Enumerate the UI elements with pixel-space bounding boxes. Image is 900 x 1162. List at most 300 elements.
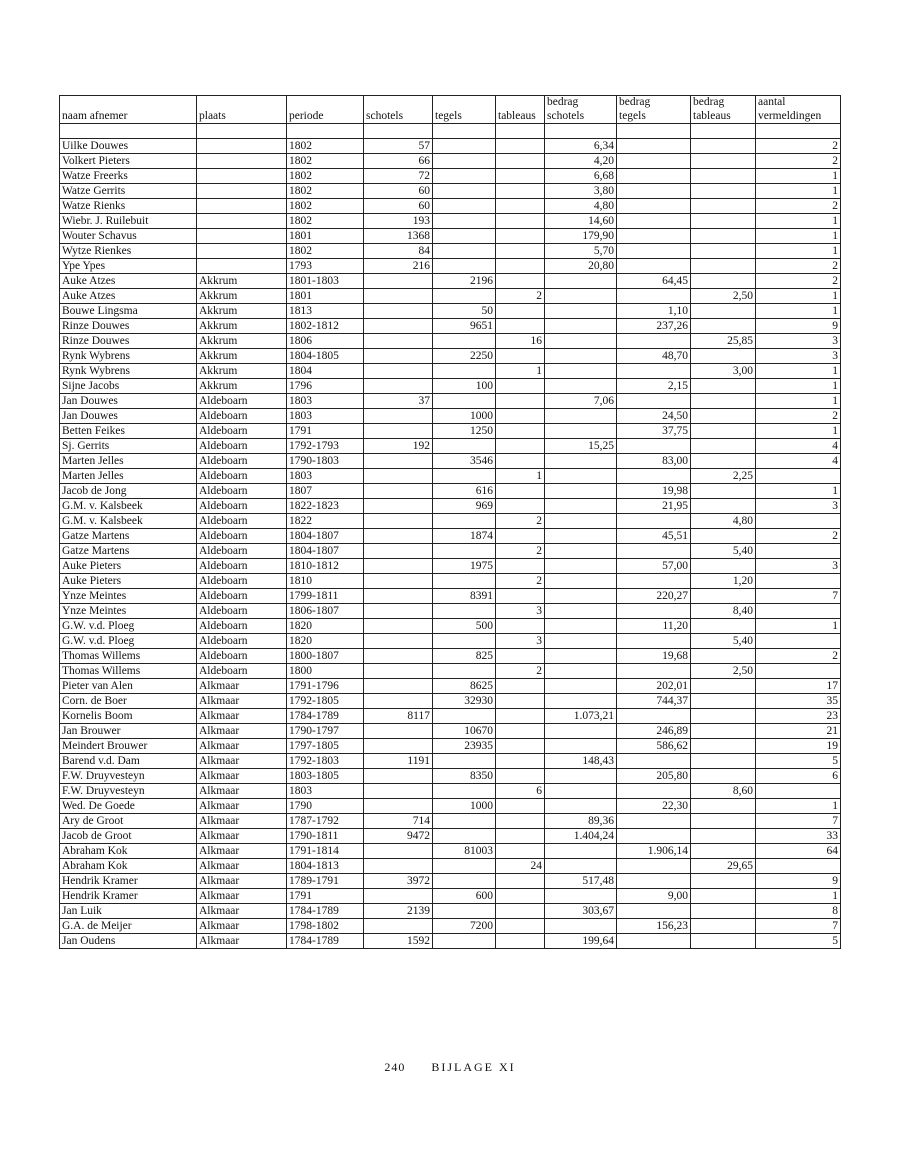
table-body (60, 124, 841, 949)
cell-mentions: 1 (756, 214, 841, 229)
data-table-container (59, 95, 840, 949)
cell-place: Akkrum (197, 319, 287, 334)
cell-amount-dishes: 15,25 (545, 439, 617, 454)
table-row (60, 244, 841, 259)
cell-tiles: 1000 (433, 799, 496, 814)
cell-tableaus: 2 (496, 574, 545, 589)
cell-period: 1803 (287, 394, 364, 409)
cell-amount-tableaus (691, 934, 756, 949)
cell-dishes (364, 784, 433, 799)
cell-dishes (364, 379, 433, 394)
cell-tiles (433, 604, 496, 619)
cell-amount-tableaus: 8,60 (691, 784, 756, 799)
column-header-name: naam afnemer (60, 109, 197, 124)
cell-amount-tableaus (691, 139, 756, 154)
cell-period: 1796 (287, 379, 364, 394)
cell-tiles: 1874 (433, 529, 496, 544)
cell-amount-tableaus (691, 214, 756, 229)
cell-tiles (433, 214, 496, 229)
cell-amount-tiles (617, 214, 691, 229)
cell-amount-dishes (545, 529, 617, 544)
cell-mentions (756, 664, 841, 679)
cell-amount-tableaus (691, 274, 756, 289)
cell-amount-tiles (617, 139, 691, 154)
cell-amount-dishes (545, 289, 617, 304)
cell-amount-dishes (545, 784, 617, 799)
cell-tiles: 8625 (433, 679, 496, 694)
column-header-dishes: schotels (364, 109, 433, 124)
cell-name: Auke Atzes (60, 289, 197, 304)
cell-amount-tiles (617, 814, 691, 829)
cell-mentions: 2 (756, 139, 841, 154)
cell-amount-dishes (545, 349, 617, 364)
cell-tableaus: 16 (496, 334, 545, 349)
column-header-place: plaats (197, 109, 287, 124)
cell-mentions (756, 469, 841, 484)
cell-amount-dishes (545, 514, 617, 529)
cell-dishes (364, 454, 433, 469)
section-title: BIJLAGE XI (431, 1060, 516, 1074)
cell-tiles (433, 544, 496, 559)
cell-tableaus (496, 619, 545, 634)
cell-amount-tableaus (691, 409, 756, 424)
cell-amount-tableaus (691, 229, 756, 244)
cell-amount-tiles (617, 199, 691, 214)
cell-dishes (364, 514, 433, 529)
cell-period: 1793 (287, 259, 364, 274)
cell-amount-tableaus (691, 589, 756, 604)
cell-tiles (433, 469, 496, 484)
cell-period: 1804-1813 (287, 859, 364, 874)
cell-amount-tableaus (691, 379, 756, 394)
cell-amount-tiles: 22,30 (617, 799, 691, 814)
cell-name: Jacob de Jong (60, 484, 197, 499)
cell-name: G.M. v. Kalsbeek (60, 514, 197, 529)
table-row (60, 814, 841, 829)
cell-mentions: 1 (756, 289, 841, 304)
cell-tableaus (496, 904, 545, 919)
cell-place: Aldeboarn (197, 454, 287, 469)
cell-period: 1791-1796 (287, 679, 364, 694)
cell-period: 1792-1803 (287, 754, 364, 769)
header-cell: bedrag (545, 96, 617, 110)
cell-mentions: 5 (756, 754, 841, 769)
cell-place: Alkmaar (197, 769, 287, 784)
spacer-row (60, 124, 841, 139)
cell-place: Aldeboarn (197, 409, 287, 424)
cell-tiles (433, 199, 496, 214)
cell-amount-tiles (617, 169, 691, 184)
cell-tableaus (496, 589, 545, 604)
cell-tiles (433, 934, 496, 949)
cell-amount-dishes (545, 649, 617, 664)
cell-period: 1820 (287, 634, 364, 649)
cell-mentions (756, 574, 841, 589)
table-row (60, 769, 841, 784)
cell-tableaus (496, 169, 545, 184)
cell-tiles: 1975 (433, 559, 496, 574)
cell-tiles (433, 634, 496, 649)
cell-amount-tableaus (691, 769, 756, 784)
cell-amount-dishes (545, 724, 617, 739)
cell-place: Alkmaar (197, 889, 287, 904)
cell-dishes (364, 289, 433, 304)
cell-period: 1789-1791 (287, 874, 364, 889)
cell-name: Abraham Kok (60, 844, 197, 859)
cell-dishes (364, 739, 433, 754)
cell-place: Akkrum (197, 289, 287, 304)
cell-period: 1813 (287, 304, 364, 319)
cell-amount-dishes (545, 889, 617, 904)
cell-tiles (433, 154, 496, 169)
cell-mentions: 9 (756, 319, 841, 334)
cell-dishes: 60 (364, 199, 433, 214)
column-header-amount-dishes: schotels (545, 109, 617, 124)
header-cell: bedrag (691, 96, 756, 110)
cell-amount-tableaus (691, 649, 756, 664)
table-row (60, 904, 841, 919)
cell-amount-tableaus (691, 154, 756, 169)
header-cell (197, 96, 287, 110)
cell-period: 1802 (287, 244, 364, 259)
cell-name: Jan Douwes (60, 409, 197, 424)
cell-name: Auke Pieters (60, 574, 197, 589)
cell-mentions: 17 (756, 679, 841, 694)
cell-amount-tableaus (691, 304, 756, 319)
table-row (60, 274, 841, 289)
cell-period: 1803 (287, 409, 364, 424)
cell-place: Aldeboarn (197, 619, 287, 634)
cell-name: Marten Jelles (60, 469, 197, 484)
cell-name: Hendrik Kramer (60, 874, 197, 889)
cell-period: 1822 (287, 514, 364, 529)
table-row (60, 304, 841, 319)
cell-period: 1804 (287, 364, 364, 379)
cell-tiles (433, 394, 496, 409)
cell-tableaus (496, 154, 545, 169)
cell-dishes (364, 724, 433, 739)
cell-tableaus (496, 229, 545, 244)
cell-tableaus (496, 214, 545, 229)
cell-tableaus (496, 754, 545, 769)
cell-dishes (364, 274, 433, 289)
cell-mentions: 3 (756, 559, 841, 574)
cell-dishes: 1592 (364, 934, 433, 949)
table-row (60, 589, 841, 604)
cell-mentions: 35 (756, 694, 841, 709)
cell-tableaus (496, 769, 545, 784)
cell-mentions: 1 (756, 394, 841, 409)
cell-tableaus (496, 349, 545, 364)
cell-name: Jan Oudens (60, 934, 197, 949)
cell-amount-tableaus: 2,50 (691, 664, 756, 679)
cell-mentions: 1 (756, 364, 841, 379)
cell-mentions: 1 (756, 304, 841, 319)
cell-tableaus (496, 274, 545, 289)
table-row (60, 499, 841, 514)
cell-period: 1791 (287, 889, 364, 904)
cell-name: Jan Luik (60, 904, 197, 919)
cell-amount-tableaus (691, 889, 756, 904)
cell-period: 1792-1805 (287, 694, 364, 709)
table-row (60, 529, 841, 544)
cell-tiles (433, 709, 496, 724)
cell-amount-tableaus (691, 244, 756, 259)
cell-mentions (756, 604, 841, 619)
cell-dishes: 57 (364, 139, 433, 154)
cell-period: 1806 (287, 334, 364, 349)
cell-mentions: 1 (756, 799, 841, 814)
cell-place: Alkmaar (197, 784, 287, 799)
cell-dishes (364, 574, 433, 589)
cell-amount-tiles: 21,95 (617, 499, 691, 514)
cell-name: Abraham Kok (60, 859, 197, 874)
cell-name: Ynze Meintes (60, 589, 197, 604)
table-row (60, 799, 841, 814)
cell-dishes: 66 (364, 154, 433, 169)
cell-mentions: 1 (756, 379, 841, 394)
cell-tiles: 825 (433, 649, 496, 664)
cell-place: Aldeboarn (197, 544, 287, 559)
cell-period: 1784-1789 (287, 934, 364, 949)
cell-tiles: 23935 (433, 739, 496, 754)
cell-period: 1804-1807 (287, 544, 364, 559)
cell-period: 1803 (287, 784, 364, 799)
table-row (60, 439, 841, 454)
cell-amount-dishes (545, 559, 617, 574)
cell-name: F.W. Druyvesteyn (60, 784, 197, 799)
cell-amount-tiles (617, 574, 691, 589)
cell-tableaus: 2 (496, 664, 545, 679)
cell-mentions: 19 (756, 739, 841, 754)
cell-tableaus (496, 649, 545, 664)
cell-place: Akkrum (197, 349, 287, 364)
cell-tableaus (496, 304, 545, 319)
cell-amount-tiles (617, 184, 691, 199)
cell-dishes (364, 424, 433, 439)
cell-amount-tiles (617, 439, 691, 454)
column-header-amount-tableaus: tableaus (691, 109, 756, 124)
cell-place: Alkmaar (197, 919, 287, 934)
column-header-tiles: tegels (433, 109, 496, 124)
cell-mentions: 1 (756, 424, 841, 439)
table-row (60, 424, 841, 439)
cell-period: 1798-1802 (287, 919, 364, 934)
cell-dishes (364, 559, 433, 574)
table-row (60, 559, 841, 574)
cell-tableaus (496, 424, 545, 439)
cell-amount-dishes: 20,80 (545, 259, 617, 274)
table-row (60, 214, 841, 229)
cell-tableaus (496, 259, 545, 274)
cell-name: Corn. de Boer (60, 694, 197, 709)
table-row (60, 754, 841, 769)
cell-tableaus (496, 799, 545, 814)
table-row (60, 574, 841, 589)
cell-name: Gatze Martens (60, 529, 197, 544)
cell-name: G.W. v.d. Ploeg (60, 634, 197, 649)
cell-name: Gatze Martens (60, 544, 197, 559)
cell-tableaus: 2 (496, 544, 545, 559)
cell-mentions: 64 (756, 844, 841, 859)
cell-tiles: 32930 (433, 694, 496, 709)
cell-tableaus (496, 394, 545, 409)
header-cell: bedrag (617, 96, 691, 110)
header-cell: aantal (756, 96, 841, 110)
cell-dishes: 714 (364, 814, 433, 829)
cell-amount-tiles (617, 604, 691, 619)
cell-tableaus: 1 (496, 364, 545, 379)
table-row (60, 619, 841, 634)
cell-tableaus: 1 (496, 469, 545, 484)
cell-tiles (433, 259, 496, 274)
cell-place: Aldeboarn (197, 559, 287, 574)
cell-tiles: 81003 (433, 844, 496, 859)
cell-period: 1802 (287, 184, 364, 199)
cell-mentions: 1 (756, 484, 841, 499)
cell-mentions: 2 (756, 259, 841, 274)
cell-tiles: 3546 (433, 454, 496, 469)
cell-name: Jacob de Groot (60, 829, 197, 844)
cell-period: 1800-1807 (287, 649, 364, 664)
table-row (60, 709, 841, 724)
cell-amount-tiles: 9,00 (617, 889, 691, 904)
cell-mentions: 4 (756, 439, 841, 454)
cell-name: Wed. De Goede (60, 799, 197, 814)
cell-period: 1804-1805 (287, 349, 364, 364)
cell-amount-tableaus: 4,80 (691, 514, 756, 529)
table-row (60, 604, 841, 619)
cell-tiles: 600 (433, 889, 496, 904)
cell-amount-tableaus: 8,40 (691, 604, 756, 619)
cell-amount-tableaus (691, 694, 756, 709)
table-row (60, 454, 841, 469)
cell-amount-tableaus (691, 799, 756, 814)
cell-period: 1790-1797 (287, 724, 364, 739)
cell-amount-tiles: 586,62 (617, 739, 691, 754)
cell-name: F.W. Druyvesteyn (60, 769, 197, 784)
cell-name: Rinze Douwes (60, 334, 197, 349)
page-number: 240 (384, 1060, 406, 1074)
column-header-tableaus: tableaus (496, 109, 545, 124)
cell-amount-tableaus: 2,50 (691, 289, 756, 304)
cell-amount-dishes: 4,80 (545, 199, 617, 214)
cell-tableaus (496, 724, 545, 739)
cell-mentions: 3 (756, 334, 841, 349)
cell-amount-tiles (617, 469, 691, 484)
cell-amount-tiles (617, 859, 691, 874)
cell-mentions: 2 (756, 409, 841, 424)
cell-dishes: 84 (364, 244, 433, 259)
cell-mentions: 7 (756, 814, 841, 829)
cell-amount-tiles: 57,00 (617, 559, 691, 574)
cell-period: 1807 (287, 484, 364, 499)
cell-place: Alkmaar (197, 874, 287, 889)
cell-amount-dishes (545, 544, 617, 559)
cell-amount-dishes (545, 424, 617, 439)
cell-mentions: 1 (756, 889, 841, 904)
cell-dishes: 9472 (364, 829, 433, 844)
cell-name: Betten Feikes (60, 424, 197, 439)
cell-tableaus (496, 814, 545, 829)
cell-period: 1802-1812 (287, 319, 364, 334)
cell-tiles: 9651 (433, 319, 496, 334)
cell-mentions: 2 (756, 154, 841, 169)
cell-dishes (364, 769, 433, 784)
cell-amount-tableaus: 29,65 (691, 859, 756, 874)
cell-mentions: 1 (756, 229, 841, 244)
cell-amount-dishes (545, 859, 617, 874)
cell-tableaus (496, 184, 545, 199)
cell-amount-tableaus (691, 814, 756, 829)
cell-place: Aldeboarn (197, 469, 287, 484)
cell-name: G.A. de Meijer (60, 919, 197, 934)
table-row (60, 859, 841, 874)
header-row-top (60, 96, 841, 110)
cell-place: Aldeboarn (197, 574, 287, 589)
cell-amount-tiles: 156,23 (617, 919, 691, 934)
cell-name: Barend v.d. Dam (60, 754, 197, 769)
cell-tableaus (496, 844, 545, 859)
cell-place: Akkrum (197, 274, 287, 289)
cell-amount-dishes (545, 619, 617, 634)
cell-dishes (364, 679, 433, 694)
cell-tableaus: 2 (496, 289, 545, 304)
table-row (60, 364, 841, 379)
cell-place: Aldeboarn (197, 394, 287, 409)
table-row (60, 349, 841, 364)
cell-dishes: 192 (364, 439, 433, 454)
cell-amount-dishes (545, 799, 617, 814)
cell-period: 1801 (287, 229, 364, 244)
cell-place: Aldeboarn (197, 604, 287, 619)
cell-tiles: 8391 (433, 589, 496, 604)
cell-tiles (433, 229, 496, 244)
cell-name: Thomas Willems (60, 664, 197, 679)
cell-tableaus: 24 (496, 859, 545, 874)
cell-name: Sj. Gerrits (60, 439, 197, 454)
cell-tiles: 10670 (433, 724, 496, 739)
cell-place: Aldeboarn (197, 424, 287, 439)
cell-tableaus (496, 319, 545, 334)
cell-period: 1806-1807 (287, 604, 364, 619)
cell-tiles (433, 244, 496, 259)
cell-mentions: 7 (756, 919, 841, 934)
cell-tiles (433, 439, 496, 454)
table-row (60, 844, 841, 859)
cell-name: G.W. v.d. Ploeg (60, 619, 197, 634)
cell-mentions: 1 (756, 619, 841, 634)
cell-name: G.M. v. Kalsbeek (60, 499, 197, 514)
cell-amount-tiles: 11,20 (617, 619, 691, 634)
cell-amount-dishes: 179,90 (545, 229, 617, 244)
cell-name: Watze Freerks (60, 169, 197, 184)
cell-dishes (364, 469, 433, 484)
cell-amount-dishes (545, 769, 617, 784)
cell-dishes: 60 (364, 184, 433, 199)
cell-period: 1790-1811 (287, 829, 364, 844)
cell-period: 1784-1789 (287, 904, 364, 919)
cell-tableaus (496, 199, 545, 214)
cell-place: Alkmaar (197, 724, 287, 739)
cell-tableaus (496, 409, 545, 424)
cell-mentions: 9 (756, 874, 841, 889)
table-row (60, 829, 841, 844)
table-row (60, 139, 841, 154)
cell-amount-tableaus (691, 679, 756, 694)
cell-name: Uilke Douwes (60, 139, 197, 154)
cell-dishes (364, 664, 433, 679)
